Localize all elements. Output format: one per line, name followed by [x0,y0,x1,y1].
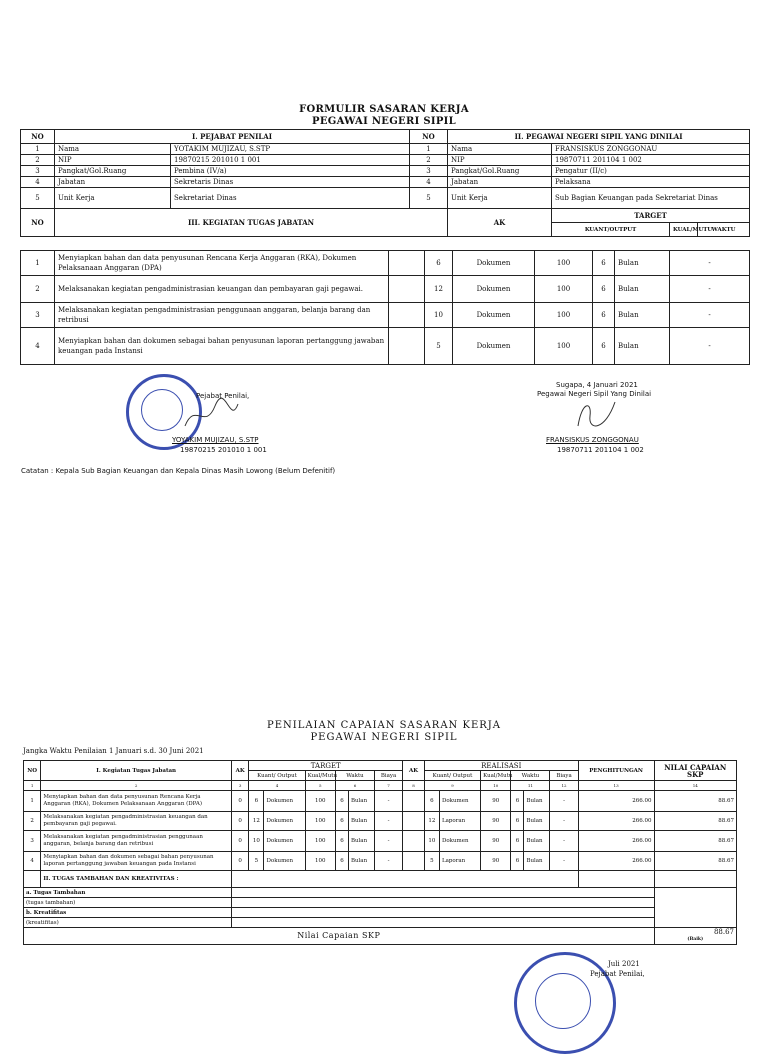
row-rwu: Bulan [524,831,550,852]
row-tk: 100 [305,812,335,831]
act-header-no: NO [21,209,55,237]
form1-activity-table [20,250,750,365]
idx: 9 [424,781,480,791]
info-value2: Pelaksana [552,177,750,188]
row-hitung: 266.00 [578,852,654,871]
row-text: Menyiapkan bahan dan dokumen sebagai bahan penyusunan laporan pertanggung jawaban keuangan pada Instansi [41,852,232,871]
info-value: Sekretaris Dinas [171,177,410,188]
info-no2: 4 [410,177,448,188]
col-kual: KUAL/MUTU [670,223,698,237]
info-value: Pembina (IV/a) [171,166,410,177]
form1-header-row [21,130,750,144]
act-kual: 100 [535,303,593,328]
h-target: TARGET [249,761,403,771]
act-wkt: 6 [593,328,615,365]
act-qty: 6 [425,251,453,276]
act-no: 3 [21,303,55,328]
row-ak: 0 [232,812,249,831]
row-rq: 10 [424,831,439,852]
act-qty: 12 [425,276,453,303]
row-nilai: 88.67 [654,812,736,831]
row-tb: - [374,852,402,871]
row-tq: 6 [249,791,264,812]
form1-table [20,129,750,237]
row-rwu: Bulan [524,812,550,831]
row-no: 1 [24,791,41,812]
row-rb: - [550,812,578,831]
table-row [24,812,737,831]
row-tk: 100 [305,791,335,812]
section-row [24,918,737,928]
sub-kual: Kual/Mutu [305,771,335,781]
tugas-tambahan-item: (tugas tambahan) [24,898,232,908]
sub-waktu: Waktu [335,771,374,781]
act-qty: 5 [425,328,453,365]
activity-row [21,328,750,365]
form2-signer-date: Juli 2021 [608,960,640,968]
row-ru: Laporan [439,852,480,871]
h-nilai-capaian: NILAI CAPAIAN SKP [654,761,736,781]
act-wunit: Bulan [615,303,670,328]
idx: 14 [654,781,736,791]
header-pns-dinilai: II. PEGAWAI NEGERI SIPIL YANG DINILAI [448,130,750,144]
act-text: Melaksanakan kegiatan pengadministrasian keuangan dan pembayaran gaji pegawai. [55,276,389,303]
row-hitung: 266.00 [578,812,654,831]
row-ru: Dokumen [439,791,480,812]
row-ak: 0 [232,852,249,871]
sub-biaya-r: Biaya [550,771,578,781]
row-twu: Bulan [348,812,374,831]
right-signer-nip: 19870711 201104 1 002 [557,446,644,454]
row-tu: Dokumen [264,791,305,812]
row-tk: 100 [305,831,335,852]
idx: 3 [232,781,249,791]
sub-kuant: Kuant/ Output [249,771,305,781]
row-nilai: 88.67 [654,852,736,871]
nilai-capaian-label: Nilai Capaian SKP [24,928,655,945]
act-header-target: TARGET [552,209,750,223]
info-row [21,144,750,155]
activity-row [21,251,750,276]
act-biaya: - [670,276,750,303]
info-value2: 19870711 201104 1 002 [552,155,750,166]
act-kual: 100 [535,276,593,303]
right-signer-title: Pegawai Negeri Sipil Yang Dinilai [537,390,652,398]
row-ak2 [403,812,425,831]
row-rk: 90 [481,831,511,852]
note-text: Catatan : Kepala Sub Bagian Keuangan dan Kepala Dinas Masih Lowong (Belum Defenitif) [21,467,336,475]
row-ak2 [403,791,425,812]
row-ru: Laporan [439,812,480,831]
kreatifitas-label: b. Kreatifitas [24,908,232,918]
row-nilai: 88.67 [654,791,736,812]
row-text: Melaksanakan kegiatan pengadministrasian keuangan dan pembayaran gaji pegawai. [41,812,232,831]
row-twu: Bulan [348,831,374,852]
right-signature-icon [570,396,620,432]
row-no: 3 [24,831,41,852]
row-text: Melaksanakan kegiatan pengadministrasian penggunaan anggaran, belanja barang dan retribusi [41,831,232,852]
row-tk: 100 [305,852,335,871]
act-ak [389,328,425,365]
row-rq: 6 [424,791,439,812]
info-no: 4 [21,177,55,188]
act-header-ak: AK [448,209,552,237]
row-rwu: Bulan [524,791,550,812]
row-rk: 90 [481,791,511,812]
table-row [24,831,737,852]
form1-subtitle: PEGAWAI NEGERI SIPIL [312,116,456,127]
sub-kual-r: Kual/Mutu [481,771,511,781]
row-rq: 12 [424,812,439,831]
total-category: (Baik) [687,937,704,942]
act-biaya: - [670,251,750,276]
row-ak2 [403,852,425,871]
section-row [24,871,737,888]
info-label: NIP [55,155,171,166]
row-rw: 6 [511,791,524,812]
form2-signer-title: Pejabat Penilai, [590,970,645,978]
act-biaya: - [670,303,750,328]
info-no: 3 [21,166,55,177]
idx: 1 [24,781,41,791]
info-label: Pangkat/Gol.Ruang [55,166,171,177]
info-row [21,155,750,166]
act-wkt: 6 [593,276,615,303]
idx: 11 [511,781,550,791]
row-rb: - [550,852,578,871]
act-wunit: Bulan [615,251,670,276]
nilai-capaian-value [654,928,736,945]
idx: 8 [403,781,425,791]
row-rq: 5 [424,852,439,871]
row-hitung: 266.00 [578,831,654,852]
left-signature-icon [180,396,240,436]
info-label2: Jabatan [448,177,552,188]
info-no2: 3 [410,166,448,177]
act-ak [389,303,425,328]
section-row [24,908,737,918]
act-ak [389,276,425,303]
h-kegiatan: I. Kegiatan Tugas Jabatan [41,761,232,781]
row-rk: 90 [481,852,511,871]
info-label2: Unit Kerja [448,188,552,209]
info-row [21,188,750,209]
info-value: Sekretariat Dinas [171,188,410,209]
idx: 5 [305,781,335,791]
idx: 10 [481,781,511,791]
act-kual: 100 [535,251,593,276]
info-label2: Nama [448,144,552,155]
table-row [24,852,737,871]
act-text: Melaksanakan kegiatan pengadministrasian penggunaan anggaran, belanja barang dan retribusi [55,303,389,328]
act-text: Menyiapkan bahan dan data penyusunan Rencana Kerja Anggaran (RKA), Dokumen Pelaksanaan Anggaran (DPA) [55,251,389,276]
row-tb: - [374,791,402,812]
sub-kuant-r: Kuant/ Output [424,771,480,781]
col-kuant: KUANT/OUTPUT [552,223,670,237]
row-tq: 12 [249,812,264,831]
row-tw: 6 [335,852,348,871]
header-pejabat-penilai: I. PEJABAT PENILAI [55,130,410,144]
info-value: 19870215 201010 1 001 [171,155,410,166]
info-value2: Sub Bagian Keuangan pada Sekretariat Dinas [552,188,750,209]
h-ak: AK [232,761,249,781]
row-tu: Dokumen [264,831,305,852]
row-ak: 0 [232,791,249,812]
row-rk: 90 [481,812,511,831]
info-value: YOTAKIM MUJIZAU, S.STP [171,144,410,155]
row-no: 4 [24,852,41,871]
header-row [24,761,737,771]
activity-header-row [21,209,750,223]
row-twu: Bulan [348,791,374,812]
row-rwu: Bulan [524,852,550,871]
act-unit: Dokumen [453,303,535,328]
left-signer-title: Pejabat Penilai, [196,392,250,400]
info-value2: FRANSISKUS ZONGGONAU [552,144,750,155]
h-penghitungan: PENGHITUNGAN [578,761,654,781]
header-no2: NO [410,130,448,144]
right-signer-name: FRANSISKUS ZONGGONAU [546,436,639,444]
assessment-period: Jangka Waktu Penilaian 1 Januari s.d. 30 Juni 2021 [23,747,204,755]
form2-table [23,760,737,945]
right-signer-place-date: Sugapa, 4 Januari 2021 [556,381,638,389]
official-stamp-icon-2 [514,952,616,1054]
col-waktu: WAKTU [698,223,750,237]
info-label2: NIP [448,155,552,166]
act-biaya: - [670,328,750,365]
act-no: 1 [21,251,55,276]
row-rw: 6 [511,852,524,871]
info-label: Jabatan [55,177,171,188]
activity-row [21,303,750,328]
row-tw: 6 [335,831,348,852]
info-no2: 2 [410,155,448,166]
activity-row [21,276,750,303]
row-tw: 6 [335,812,348,831]
index-row [24,781,737,791]
table-row [24,791,737,812]
act-qty: 10 [425,303,453,328]
info-row [21,166,750,177]
row-tq: 10 [249,831,264,852]
sub-biaya: Biaya [374,771,402,781]
idx: 2 [41,781,232,791]
row-rw: 6 [511,831,524,852]
act-unit: Dokumen [453,251,535,276]
kreatifitas-item: (kreatifitas) [24,918,232,928]
act-header-kegiatan: III. KEGIATAN TUGAS JABATAN [55,209,448,237]
act-no: 2 [21,276,55,303]
h-no: NO [24,761,41,781]
act-unit: Dokumen [453,276,535,303]
section-row [24,898,737,908]
row-rb: - [550,791,578,812]
act-wunit: Bulan [615,276,670,303]
left-signer-name: YOYAKIM MUJIZAU, S.STP [172,436,259,444]
row-ak2 [403,831,425,852]
row-rb: - [550,831,578,852]
row-no: 2 [24,812,41,831]
act-unit: Dokumen [453,328,535,365]
act-wkt: 6 [593,251,615,276]
tugas-tambahan-label: a. Tugas Tambahan [24,888,232,898]
info-no: 1 [21,144,55,155]
section-tugas-tambahan-kreativitas: II. TUGAS TAMBAHAN DAN KREATIVITAS : [41,871,232,888]
row-tu: Dokumen [264,812,305,831]
row-tu: Dokumen [264,852,305,871]
form2-subtitle: PEGAWAI NEGERI SIPIL [310,732,458,743]
idx: 4 [249,781,305,791]
info-no: 2 [21,155,55,166]
row-text: Menyiapkan bahan dan data penyusunan Rencana Kerja Anggaran (RKA), Dokumen Pelaksanaan Anggaran (DPA) [41,791,232,812]
total-value: 88.67 [713,928,734,936]
sub-waktu-r: Waktu [511,771,550,781]
info-no: 5 [21,188,55,209]
idx: 6 [335,781,374,791]
idx: 12 [550,781,578,791]
row-nilai: 88.67 [654,831,736,852]
row-ak: 0 [232,831,249,852]
row-tq: 5 [249,852,264,871]
total-row [24,928,737,945]
info-no2: 1 [410,144,448,155]
section-row [24,888,737,898]
row-hitung: 266.00 [578,791,654,812]
form1-title: FORMULIR SASARAN KERJA [299,104,469,115]
row-tb: - [374,812,402,831]
info-label: Nama [55,144,171,155]
act-wkt: 6 [593,303,615,328]
row-tw: 6 [335,791,348,812]
row-twu: Bulan [348,852,374,871]
info-value2: Pengatur (II/c) [552,166,750,177]
idx: 13 [578,781,654,791]
info-label2: Pangkat/Gol.Ruang [448,166,552,177]
header-no: NO [21,130,55,144]
h-ak2: AK [403,761,425,781]
act-ak [389,251,425,276]
row-tb: - [374,831,402,852]
info-label: Unit Kerja [55,188,171,209]
act-text: Menyiapkan bahan dan dokumen sebagai bahan penyusunan laporan pertanggung jawaban keuangan pada Instansi [55,328,389,365]
h-realisasi: REALISASI [424,761,578,771]
act-kual: 100 [535,328,593,365]
row-rw: 6 [511,812,524,831]
form2-title: PENILAIAN CAPAIAN SASARAN KERJA [266,720,502,731]
act-no: 4 [21,328,55,365]
info-no2: 5 [410,188,448,209]
act-wunit: Bulan [615,328,670,365]
row-ru: Dokumen [439,831,480,852]
left-signer-nip: 19870215 201010 1 001 [180,446,267,454]
info-row [21,177,750,188]
idx: 7 [374,781,402,791]
